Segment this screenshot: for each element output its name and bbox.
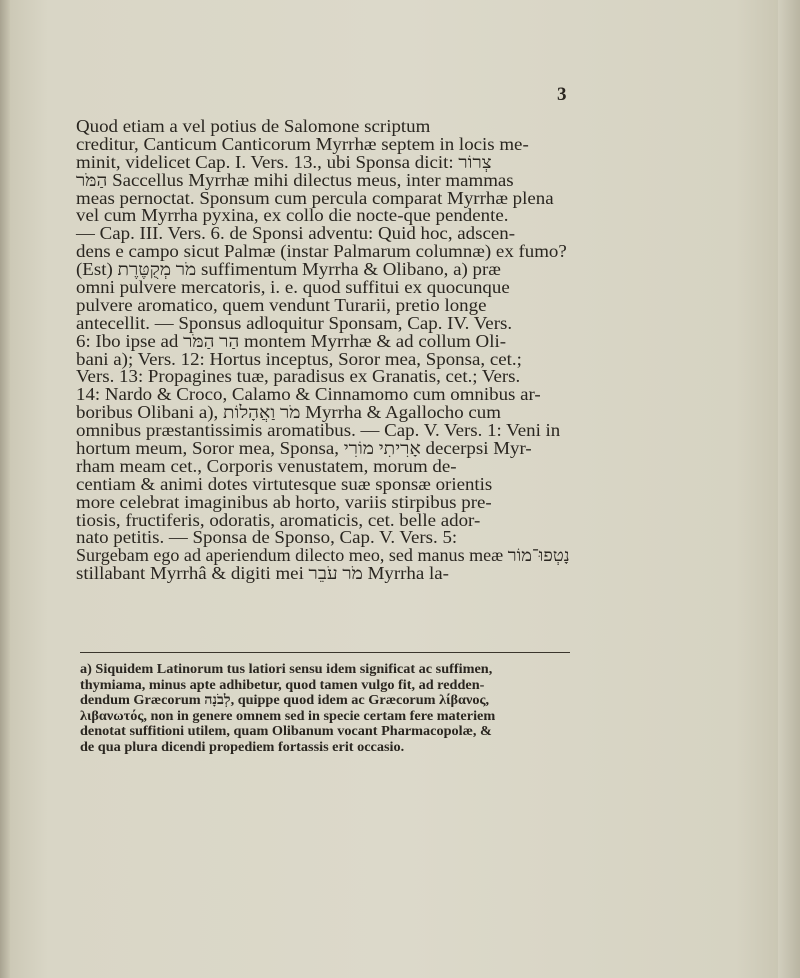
body-line: 14: Nardo & Croco, Calamo & Cinnamomo cum omnibus ar- — [76, 384, 541, 405]
body-line: הַמֹּר Saccellus Myrrhæ mihi dilectus meus, inter mammas — [76, 169, 514, 190]
body-line: rham meam cet., Corporis venustatem, morum de- — [76, 455, 457, 476]
body-line: nato petitis. — Sponsa de Sponso, Cap. V. Vers. 5: — [76, 527, 458, 548]
body-line: meas pernoctat. Sponsum cum percula comparat Myrrhæ plena — [76, 187, 554, 208]
body-line: — Cap. III. Vers. 6. de Sponsi adventu: Quid hoc, adscen- — [76, 223, 516, 244]
footnote-line: thymiama, minus apte adhibetur, quod tamen vulgo fit, ad redden- — [80, 676, 485, 692]
body-line: minit, videlicet Cap. I. Vers. 13., ubi Sponsa dicit: צְרוֹר — [76, 151, 492, 172]
body-line: dens e campo sicut Palmæ (instar Palmarum columnæ) ex fumo? — [76, 241, 567, 262]
page-number: 3 — [557, 84, 567, 105]
body-line: pulvere aromatico, quem vendunt Turarii, pretio longe — [76, 294, 487, 315]
body-line: omni pulvere mercatoris, i. e. quod suffitui ex quocunque — [76, 277, 510, 298]
footnote-line: denotat suffitioni utilem, quam Olibanum vocant Pharmacopolæ, & — [80, 723, 492, 739]
body-line: Vers. 13: Propagines tuæ, paradisus ex Granatis, cet.; Vers. — [76, 366, 521, 387]
body-line: Surgebam ego ad aperiendum dilecto meo, sed manus meæ נָטְפוּ־מוֹר — [76, 545, 570, 566]
footnote-line: dendum Græcorum לְבֹנָה, quippe quod idem ac Græcorum λίβανος, — [80, 692, 490, 708]
main-text-block — [76, 118, 572, 583]
body-line: 6: Ibo ipse ad הַר הַמֹּר montem Myrrhæ & ad collum Oli- — [76, 330, 507, 351]
body-line: (Est) מֹר מְקֻטֶּרֶת suffimentum Myrrha & Olibano, a) præ — [76, 259, 501, 280]
footnote-block — [80, 661, 575, 755]
footnote-line: λιβανωτός, non in genere omnem sed in specie certam fere materiem — [80, 707, 496, 723]
page-edge-shadow — [778, 0, 800, 978]
footnote-line: de qua plura dicendi propediem fortassis erit occasio. — [80, 738, 405, 754]
body-line: centiam & animi dotes virtutesque suæ sponsæ orientis — [76, 473, 493, 494]
body-line: hortum meum, Soror mea, Sponsa, אָרִיתִי מוֹרִי decerpsi Myr- — [76, 438, 532, 459]
body-line: bani a); Vers. 12: Hortus inceptus, Soror mea, Sponsa, cet.; — [76, 348, 522, 369]
body-line: boribus Olibani a), מֹר וַאֲהָלוֹת Myrrha & Agallocho cum — [76, 402, 501, 423]
footnote-divider — [80, 652, 570, 653]
footnote-line: a) Siquidem Latinorum tus latiori sensu idem significat ac suffimen, — [80, 661, 493, 676]
page-gutter-shadow — [0, 0, 10, 978]
body-line: stillabant Myrrhâ & digiti mei מֹר עֹבֵר Myrrha la- — [76, 563, 449, 584]
body-line: tiosis, fructiferis, odoratis, aromaticis, cet. belle ador- — [76, 509, 481, 530]
body-line: Quod etiam a vel potius de Salomone scriptum — [76, 116, 431, 136]
body-line: vel cum Myrrha pyxina, ex collo die nocte-que pendente. — [76, 205, 509, 226]
body-line: creditur, Canticum Canticorum Myrrhæ septem in locis me- — [76, 133, 529, 154]
body-line: omnibus præstantissimis aromatibus. — Cap. V. Vers. 1: Veni in — [76, 420, 561, 441]
body-line: more celebrat imaginibus ab horto, variis stirpibus pre- — [76, 491, 492, 512]
body-line: antecellit. — Sponsus adloquitur Sponsam, Cap. IV. Vers. — [76, 312, 513, 333]
